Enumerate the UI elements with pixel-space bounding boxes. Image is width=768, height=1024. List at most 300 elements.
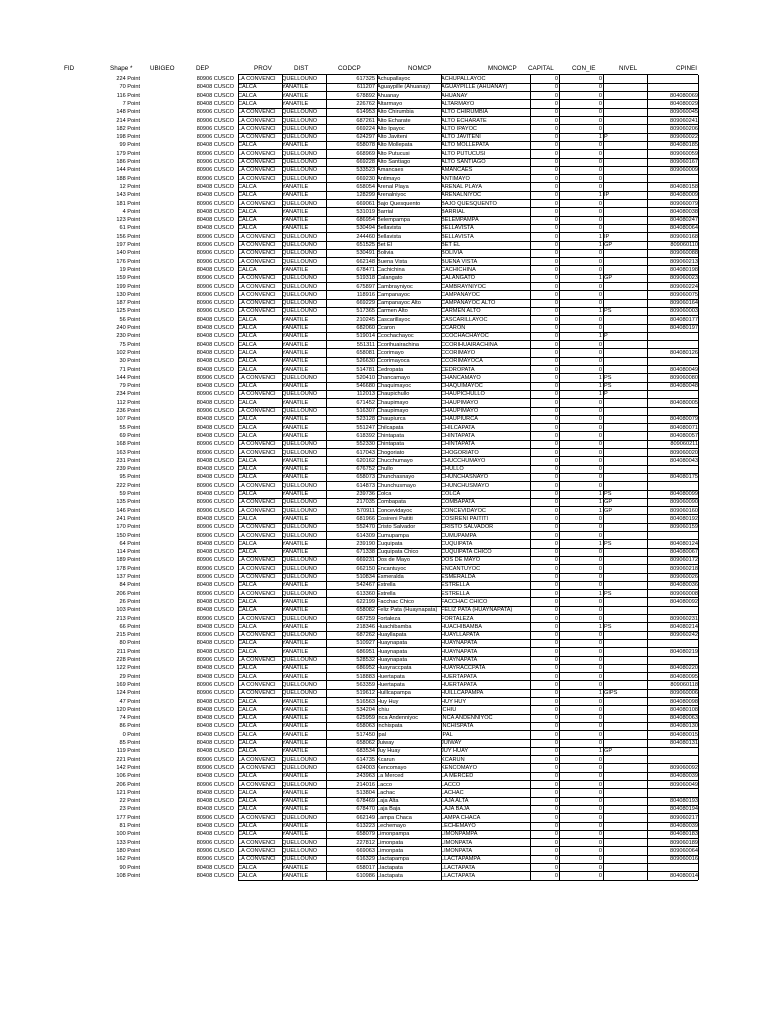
cell-prov: LA CONVENCI [238, 814, 276, 821]
cell-codcp: 551311 [356, 341, 375, 348]
cell-codcp: 531019 [356, 208, 375, 215]
cell-ubigeo: 80408 CUSCO [196, 432, 234, 439]
cell-mnomcp: CHAQUIMAYOC [441, 383, 483, 390]
cell-codcp: 658082 [356, 607, 375, 614]
cell-codcp: 622199 [356, 598, 375, 605]
header-mnomcp: MNOMCP [488, 65, 517, 72]
cell-fid: 236 Point [116, 408, 140, 414]
cell-ubigeo: 80408 CUSCO [196, 100, 234, 107]
cell-prov: CALCA [238, 598, 257, 605]
cell-mnomcp: CHINTAPATA [441, 441, 475, 448]
cell-capital: 0 [554, 383, 558, 390]
cell-prov: CALCA [238, 217, 257, 224]
cell-codcp: 513804 [356, 789, 375, 796]
cell-mnomcp: CCORIHUAIRACHINA [441, 341, 498, 348]
cell-ubigeo: 80408 CUSCO [196, 640, 234, 647]
cell-con-ie: 0 [598, 109, 602, 116]
cell-dist: QUELLOUNO [282, 574, 318, 580]
row-rule [238, 390, 698, 391]
cell-dist: QUELLOUNO [282, 175, 318, 182]
cell-prov: LA CONVENCI [238, 856, 276, 863]
cell-dist: YANATILE [282, 192, 309, 199]
cell-cpinei: 809060168 [670, 233, 698, 240]
cell-prov: CALCA [238, 432, 257, 439]
row-rule [238, 523, 698, 524]
cell-codcp: 552330 [356, 441, 375, 448]
cell-capital: 0 [554, 540, 558, 547]
cell-prov: CALCA [238, 665, 257, 672]
cell-dist: QUELLOUNO [282, 308, 318, 315]
cell-dist: YANATILE [282, 349, 309, 356]
cell-prov: LA CONVENCI [238, 615, 276, 622]
row-rule [238, 490, 698, 491]
cell-fid: 123 Point [116, 217, 140, 224]
cell-mnomcp: HUACHIBAMBA [441, 623, 483, 630]
cell-ubigeo: 80906 CUSCO [196, 615, 234, 622]
column-rule [326, 75, 327, 880]
cell-codcp: 687261 [356, 117, 375, 124]
cell-capital: 0 [554, 831, 558, 838]
cell-capital: 0 [554, 100, 558, 107]
cell-con-ie: 0 [598, 325, 602, 331]
cell-con-ie: 0 [598, 557, 602, 564]
cell-nomcp: Bajo Quesquento [377, 200, 421, 207]
header-nomcp: NOMCP [408, 65, 432, 72]
cell-ubigeo: 80408 CUSCO [196, 823, 234, 829]
cell-con-ie: 0 [598, 665, 602, 672]
cell-capital: 0 [554, 740, 558, 746]
cell-nomcp: Alto Putucusi [377, 150, 410, 157]
cell-nomcp: Lacco [377, 781, 392, 788]
cell-dist: YANATILE [282, 100, 309, 107]
cell-fid: 189 Point [116, 557, 140, 564]
cell-cpinei: 804080092 [670, 598, 698, 605]
cell-prov: CALCA [238, 798, 257, 805]
cell-prov: CALCA [238, 325, 257, 331]
cell-nivel: P [604, 391, 608, 398]
cell-ubigeo: 80906 CUSCO [196, 291, 234, 298]
row-rule [238, 133, 698, 134]
cell-prov: LA CONVENCI [238, 507, 276, 514]
cell-con-ie: 0 [598, 258, 602, 265]
cell-cpinei: 804080071 [670, 424, 698, 431]
cell-fid: 75 Point [119, 341, 140, 348]
cell-capital: 0 [554, 798, 558, 805]
cell-con-ie: 0 [598, 125, 602, 132]
row-rule [238, 166, 698, 167]
cell-mnomcp: INCA ANDENNIYOC [441, 715, 493, 722]
cell-fid: 197 Point [116, 242, 140, 248]
cell-codcp: 530491 [356, 250, 375, 257]
cell-con-ie: 0 [598, 117, 602, 124]
cell-capital: 0 [554, 698, 558, 705]
cell-fid: 124 Point [116, 690, 140, 697]
cell-nivel: PS [604, 590, 612, 597]
cell-dist: YANATILE [282, 466, 309, 473]
cell-nomcp: Lechemayo [377, 823, 406, 829]
row-rule [238, 855, 698, 856]
cell-nomcp: Huachibamba [377, 623, 412, 630]
cell-prov: LA CONVENCI [238, 308, 276, 315]
row-rule [238, 299, 698, 300]
cell-fid: 234 Point [116, 391, 140, 398]
cell-fid: 64 Point [119, 540, 140, 547]
cell-nomcp: Huertapata [377, 681, 405, 688]
cell-dist: QUELLOUNO [282, 657, 318, 663]
cell-mnomcp: KENCOMAYO [441, 764, 477, 771]
cell-nomcp: Inchispata [377, 723, 403, 730]
cell-dist: YANATILE [282, 698, 309, 705]
cell-codcp: 526630 [356, 358, 375, 365]
cell-codcp: 542467 [356, 582, 375, 589]
cell-prov: CALCA [238, 623, 257, 630]
cell-prov: CALCA [238, 515, 257, 522]
cell-nomcp: Bellavista [377, 233, 401, 240]
cell-codcp: 658081 [356, 349, 375, 356]
cell-mnomcp: COLCA [441, 491, 461, 497]
cell-cpinei: 809060088 [670, 250, 698, 257]
cell-ubigeo: 80408 CUSCO [196, 208, 234, 215]
cell-codcp: 686954 [356, 217, 375, 224]
cell-dist: YANATILE [282, 823, 309, 829]
cell-ubigeo: 80906 CUSCO [196, 839, 234, 846]
cell-prov: CALCA [238, 607, 257, 614]
cell-codcp: 658054 [356, 183, 375, 190]
cell-codcp: 516563 [356, 698, 375, 705]
cell-nivel: PS [604, 308, 612, 315]
cell-codcp: 669063 [356, 847, 375, 854]
cell-fid: 181 Point [116, 200, 140, 207]
cell-dist: YANATILE [282, 715, 309, 722]
cell-nomcp: Cuquipata Chico [377, 549, 419, 556]
cell-prov: LA CONVENCI [238, 275, 276, 282]
cell-fid: 70 Point [119, 84, 140, 91]
cell-codcp: 658062 [356, 740, 375, 746]
cell-dist: QUELLOUNO [282, 291, 318, 298]
row-rule [238, 805, 698, 806]
header-cpinei: CPINEI [676, 65, 697, 72]
cell-nomcp: Estrella [377, 582, 396, 589]
cell-nivel: GP [604, 748, 613, 755]
cell-capital: 0 [554, 391, 558, 398]
cell-prov: LA CONVENCI [238, 532, 276, 539]
cell-mnomcp: BARRIAL [441, 208, 465, 215]
cell-fid: 23 Point [119, 806, 140, 813]
cell-capital: 0 [554, 715, 558, 722]
cell-fid: 81 Point [119, 823, 140, 829]
cell-ubigeo: 80906 CUSCO [196, 856, 234, 863]
header-dist: DIST [294, 65, 309, 72]
row-rule [238, 573, 698, 574]
cell-con-ie: 0 [598, 789, 602, 796]
cell-capital: 0 [554, 200, 558, 207]
cell-cpinei: 804080029 [670, 100, 698, 107]
cell-dist: QUELLOUNO [282, 615, 318, 622]
cell-con-ie: 0 [598, 814, 602, 821]
cell-prov: LA CONVENCI [238, 449, 276, 456]
cell-capital: 0 [554, 183, 558, 190]
cell-ubigeo: 80408 CUSCO [196, 623, 234, 630]
cell-nomcp: Ccochachayoc [377, 333, 414, 340]
cell-fid: 146 Point [116, 507, 140, 514]
cell-cpinei: 809060217 [670, 814, 698, 821]
cell-fid: 239 Point [116, 466, 140, 473]
cell-mnomcp: LIMONPAMPA [441, 831, 478, 838]
cell-dist: YANATILE [282, 872, 309, 879]
cell-prov: CALCA [238, 823, 257, 829]
cell-dist: QUELLOUNO [282, 441, 318, 448]
cell-prov: LA CONVENCI [238, 167, 276, 174]
cell-ubigeo: 80906 CUSCO [196, 308, 234, 315]
cell-mnomcp: CHAUPIMAYO [441, 399, 479, 406]
row-rule [238, 539, 698, 540]
cell-ubigeo: 80906 CUSCO [196, 125, 234, 132]
cell-codcp: 563359 [356, 681, 375, 688]
cell-mnomcp: ESMERALDA [441, 574, 476, 580]
cell-cpinei: 809060059 [670, 150, 698, 157]
cell-capital: 0 [554, 549, 558, 556]
cell-fid: 108 Point [116, 872, 140, 879]
cell-con-ie: 0 [598, 183, 602, 190]
cell-nomcp: Carmen Alto [377, 308, 408, 315]
cell-codcp: 669229 [356, 300, 375, 307]
cell-ubigeo: 80906 CUSCO [196, 250, 234, 257]
cell-prov: LA CONVENCI [238, 764, 276, 771]
cell-con-ie: 0 [598, 457, 602, 464]
cell-nomcp: Chintapata [377, 441, 405, 448]
cell-dist: YANATILE [282, 84, 309, 91]
cell-dist: QUELLOUNO [282, 590, 318, 597]
cell-capital: 0 [554, 856, 558, 863]
cell-con-ie: 0 [598, 657, 602, 663]
cell-con-ie: 0 [598, 217, 602, 224]
cell-capital: 0 [554, 615, 558, 622]
cell-prov: CALCA [238, 731, 257, 738]
cell-prov: CALCA [238, 142, 257, 149]
cell-capital: 0 [554, 864, 558, 871]
cell-con-ie: 0 [598, 225, 602, 232]
cell-con-ie: 0 [598, 291, 602, 298]
cell-codcp: 617043 [356, 449, 375, 456]
cell-cpinei: 804080048 [670, 383, 698, 390]
cell-ubigeo: 80906 CUSCO [196, 408, 234, 414]
row-rule [238, 448, 698, 449]
cell-ubigeo: 80408 CUSCO [196, 358, 234, 365]
cell-dist: YANATILE [282, 623, 309, 630]
cell-mnomcp: HUILLCAPAMPA [441, 690, 484, 697]
cell-nomcp: Cambrayniyoc [377, 283, 413, 290]
cell-ubigeo: 80408 CUSCO [196, 416, 234, 423]
cell-prov: CALCA [238, 316, 257, 323]
cell-capital: 0 [554, 457, 558, 464]
cell-dist: QUELLOUNO [282, 134, 318, 141]
cell-fid: 30 Point [119, 358, 140, 365]
cell-con-ie: 0 [598, 856, 602, 863]
cell-dist: QUELLOUNO [282, 150, 318, 157]
column-rule [530, 75, 531, 880]
cell-codcp: 546680 [356, 383, 375, 390]
row-rule [238, 174, 698, 175]
cell-prov: CALCA [238, 457, 257, 464]
cell-cpinei: 809060167 [670, 159, 698, 165]
cell-nomcp: Limonpampa [377, 831, 410, 838]
cell-fid: 95 Point [119, 474, 140, 481]
cell-codcp: 570911 [356, 507, 375, 514]
cell-ubigeo: 80408 CUSCO [196, 457, 234, 464]
cell-ubigeo: 80408 CUSCO [196, 665, 234, 672]
cell-ubigeo: 80906 CUSCO [196, 507, 234, 514]
cell-nomcp: Huayraccpata [377, 665, 412, 672]
cell-nomcp: Campanayoc [377, 291, 410, 298]
cell-codcp: 658017 [356, 864, 375, 871]
row-rule [238, 780, 698, 781]
cell-dist: YANATILE [282, 731, 309, 738]
cell-fid: 230 Point [116, 333, 140, 340]
cell-con-ie: 1 [598, 383, 602, 390]
cell-capital: 0 [554, 408, 558, 414]
cell-cpinei: 804080036 [670, 582, 698, 589]
cell-capital: 0 [554, 92, 558, 99]
cell-capital: 0 [554, 657, 558, 663]
row-rule [238, 332, 698, 333]
cell-cpinei: 809060242 [670, 632, 698, 639]
cell-capital: 0 [554, 582, 558, 589]
cell-dist: YANATILE [282, 748, 309, 755]
cell-cpinei: 804080079 [670, 416, 698, 423]
cell-dist: QUELLOUNO [282, 300, 318, 307]
cell-cpinei: 804080009 [670, 192, 698, 199]
row-rule [238, 116, 698, 117]
row-rule [238, 747, 698, 748]
cell-cpinei: 809060118 [670, 681, 698, 688]
cell-capital: 0 [554, 449, 558, 456]
cell-fid: 150 Point [116, 532, 140, 539]
cell-cpinei: 804080194 [670, 806, 698, 813]
cell-ubigeo: 80906 CUSCO [196, 574, 234, 580]
cell-mnomcp: ALTO JAVITENI [441, 134, 481, 141]
cell-cpinei: 804080038 [670, 208, 698, 215]
cell-con-ie: 1 [598, 275, 602, 282]
cell-prov: LA CONVENCI [238, 76, 276, 82]
cell-codcp: 683534 [356, 748, 375, 755]
cell-dist: QUELLOUNO [282, 847, 318, 854]
cell-codcp: 669061 [356, 200, 375, 207]
row-rule [238, 689, 698, 690]
cell-prov: CALCA [238, 341, 257, 348]
cell-fid: 211 Point [116, 648, 140, 655]
cell-ubigeo: 80906 CUSCO [196, 275, 234, 282]
cell-nomcp: Huillcapampa [377, 690, 411, 697]
cell-capital: 0 [554, 300, 558, 307]
cell-codcp: 518883 [356, 673, 375, 680]
row-rule [238, 91, 698, 92]
cell-fid: 80 Point [119, 640, 140, 647]
cell-cpinei: 804080193 [670, 798, 698, 805]
cell-nomcp: Cuquipata [377, 540, 403, 547]
cell-capital: 0 [554, 681, 558, 688]
cell-codcp: 620162 [356, 457, 375, 464]
cell-codcp: 681966 [356, 515, 375, 522]
cell-mnomcp: ACHUPALLAYOC [441, 76, 486, 82]
cell-capital: 0 [554, 84, 558, 91]
cell-prov: LA CONVENCI [238, 291, 276, 298]
cell-codcp: 218346 [356, 623, 375, 630]
cell-capital: 0 [554, 150, 558, 157]
cell-nomcp: Huaynapata [377, 657, 408, 663]
cell-mnomcp: DOS DE MAYO [441, 557, 481, 564]
cell-ubigeo: 80906 CUSCO [196, 499, 234, 506]
cell-mnomcp: COSIRENI PAITITI [441, 515, 489, 522]
cell-capital: 0 [554, 441, 558, 448]
cell-codcp: 686951 [356, 648, 375, 655]
cell-capital: 0 [554, 748, 558, 755]
cell-dist: QUELLOUNO [282, 167, 318, 174]
cell-con-ie: 1 [598, 233, 602, 240]
cell-con-ie: 0 [598, 432, 602, 439]
cell-nomcp: Laja Baja [377, 806, 401, 813]
cell-prov: LA CONVENCI [238, 175, 276, 182]
cell-nomcp: Calangato [377, 275, 403, 282]
cell-mnomcp: CEDROPATA [441, 366, 475, 373]
cell-prov: LA CONVENCI [238, 756, 276, 763]
cell-nomcp: Chintapata [377, 432, 405, 439]
cell-cpinei: 804080014 [670, 872, 698, 879]
cell-ubigeo: 80408 CUSCO [196, 225, 234, 232]
cell-dist: YANATILE [282, 773, 309, 780]
cell-capital: 0 [554, 781, 558, 788]
cell-cpinei: 809060189 [670, 839, 698, 846]
cell-codcp: 611207 [356, 84, 375, 91]
cell-con-ie: 0 [598, 76, 602, 82]
row-rule [238, 158, 698, 159]
cell-ubigeo: 80906 CUSCO [196, 781, 234, 788]
cell-ubigeo: 80408 CUSCO [196, 806, 234, 813]
cell-prov: CALCA [238, 640, 257, 647]
cell-mnomcp: JUIWAY [441, 740, 462, 746]
cell-dist: YANATILE [282, 789, 309, 796]
cell-capital: 0 [554, 515, 558, 522]
cell-con-ie: 0 [598, 640, 602, 647]
cell-prov: LA CONVENCI [238, 134, 276, 141]
cell-fid: 188 Point [116, 175, 140, 182]
cell-ubigeo: 80408 CUSCO [196, 142, 234, 149]
cell-con-ie: 0 [598, 358, 602, 365]
cell-fid: 69 Point [119, 432, 140, 439]
cell-capital: 0 [554, 623, 558, 630]
cell-mnomcp: HUAYNAPATA [441, 648, 478, 655]
cell-dist: YANATILE [282, 432, 309, 439]
row-rule [238, 647, 698, 648]
cell-mnomcp: ALTO MOLLEPATA [441, 142, 489, 149]
column-rule [441, 75, 442, 880]
row-rule [238, 456, 698, 457]
cell-codcp: 533523 [356, 167, 375, 174]
cell-dist: YANATILE [282, 515, 309, 522]
row-rule [238, 597, 698, 598]
cell-ubigeo: 80408 CUSCO [196, 582, 234, 589]
cell-nomcp: Bolivia [377, 250, 394, 257]
cell-cpinei: 809060009 [670, 167, 698, 174]
cell-mnomcp: CCORIMAYOCA [441, 358, 483, 365]
cell-ubigeo: 80906 CUSCO [196, 134, 234, 141]
cell-cpinei: 809060172 [670, 557, 698, 564]
column-rule [377, 75, 378, 880]
cell-prov: LA CONVENCI [238, 524, 276, 531]
cell-codcp: 687259 [356, 615, 375, 622]
cell-capital: 0 [554, 673, 558, 680]
cell-fid: 178 Point [116, 565, 140, 572]
cell-ubigeo: 80408 CUSCO [196, 607, 234, 614]
